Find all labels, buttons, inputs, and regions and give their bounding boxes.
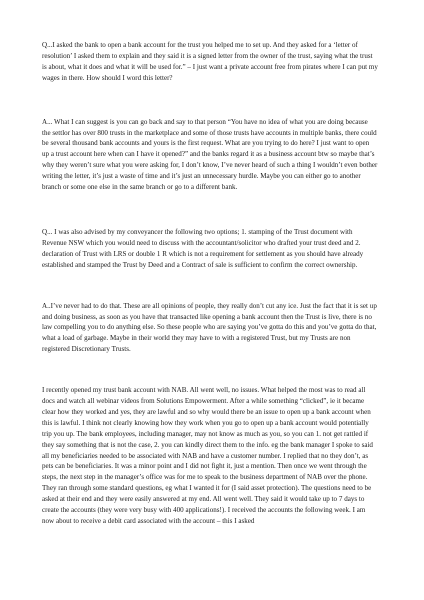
paragraph-gap bbox=[42, 84, 378, 117]
question-bank-letter: Q...I asked the bank to open a bank account for the trust you helped me to set up. And they asked for a ‘letter of resolution’ I asked them to explain and they said it is a signed letter from the owner of the trust, saying what the trust is about, what it does and what it will be used for.” – I just want a private account free from pirates where I can put my wages in there. How should I word this letter? bbox=[42, 41, 378, 82]
paragraph-gap bbox=[42, 193, 378, 227]
paragraph-gap bbox=[42, 355, 378, 385]
answer-bank-letter: A... What I can suggest is you can go back and say to that person “You have no idea of what you are doing because the settlor has over 800 trusts in the marketplace and some of those trusts have accounts in multiple banks, there could be several thousand bank accounts and yours is the first request. What are you trying to do here? I just want to open up a trust account here when can I have it opened?” and the banks regard it as a business account btw so maybe that’s why they weren’t sure what you were asking for, I don’t know, I’ve never heard of such a thing I wouldn’t even bother writing the letter, it’s just a waste of time and it’s just an unnecessary hurdle. Maybe you can either go to another branch or some one else in the same branch or go to a different bank. bbox=[42, 117, 378, 192]
answer-conveyancer: A..I’ve never had to do that. These are all opinions of people, they really don’t cut any ice. Just the fact that it is set up and doing business, as soon as you have that transacted like opening a bank account then the Trust is live, there is no law compelling you to do anything else. So these people who are saying you’ve gotta do this and you’ve gotta do that, what a load of garbage. Maybe in their world they may have to with a registered Trust, but my Trusts are non registered Discretionary Trusts. bbox=[42, 301, 377, 354]
testimonial-nab: I recently opened my trust bank account with NAB. All went well, no issues. What helped the most was to read all docs and watch all webinar videos from Solutions Empowerment. After a while something “clicked”, ie it became clear how they worked and yes, they are lawful and so why would there be an issue to open up a bank account when this is lawful. I think not clearly knowing how they work when you go to open up a bank account would potentially trip you up. The bank employees, including manager, may not know as much as you, so you can 1. not get rattled if they say something that is not the case, 2. you can kindly direct them to the info. eg the bank manager I spoke to said all my beneficiaries needed to be associated with NAB and have a customer number. I replied that no they don’t, as pets can be beneficiaries. It was a minor point and I did not fight it, just a mention. Then once we went through the steps, the next step in the manager’s office was for me to speak to the business department of NAB over the phone. They ran through some standard questions, eg what I wanted it for (I said asset protection). The questions need to be asked at their end and they were easily answered at my end. All went well. They said it would take up to 7 days to create the accounts (they were very busy with 400 applications!). I received the accounts the following week. I am now about to receive a debit card associated with the account – this I asked bbox=[42, 386, 373, 525]
paragraph-gap bbox=[42, 271, 378, 301]
question-conveyancer: Q... I was also advised by my conveyancer the following two options; 1. stamping of the Trust document with Revenue NSW which you would need to discuss with the accountant/solicitor who drafted your trust deed and 2. declaration of Trust with LRS or double 1 R which is not a requirement for settlement as you should have already established and stamped the Trust by Deed and a Contract of sale is sufficient to confirm the correct ownership. bbox=[42, 227, 364, 269]
